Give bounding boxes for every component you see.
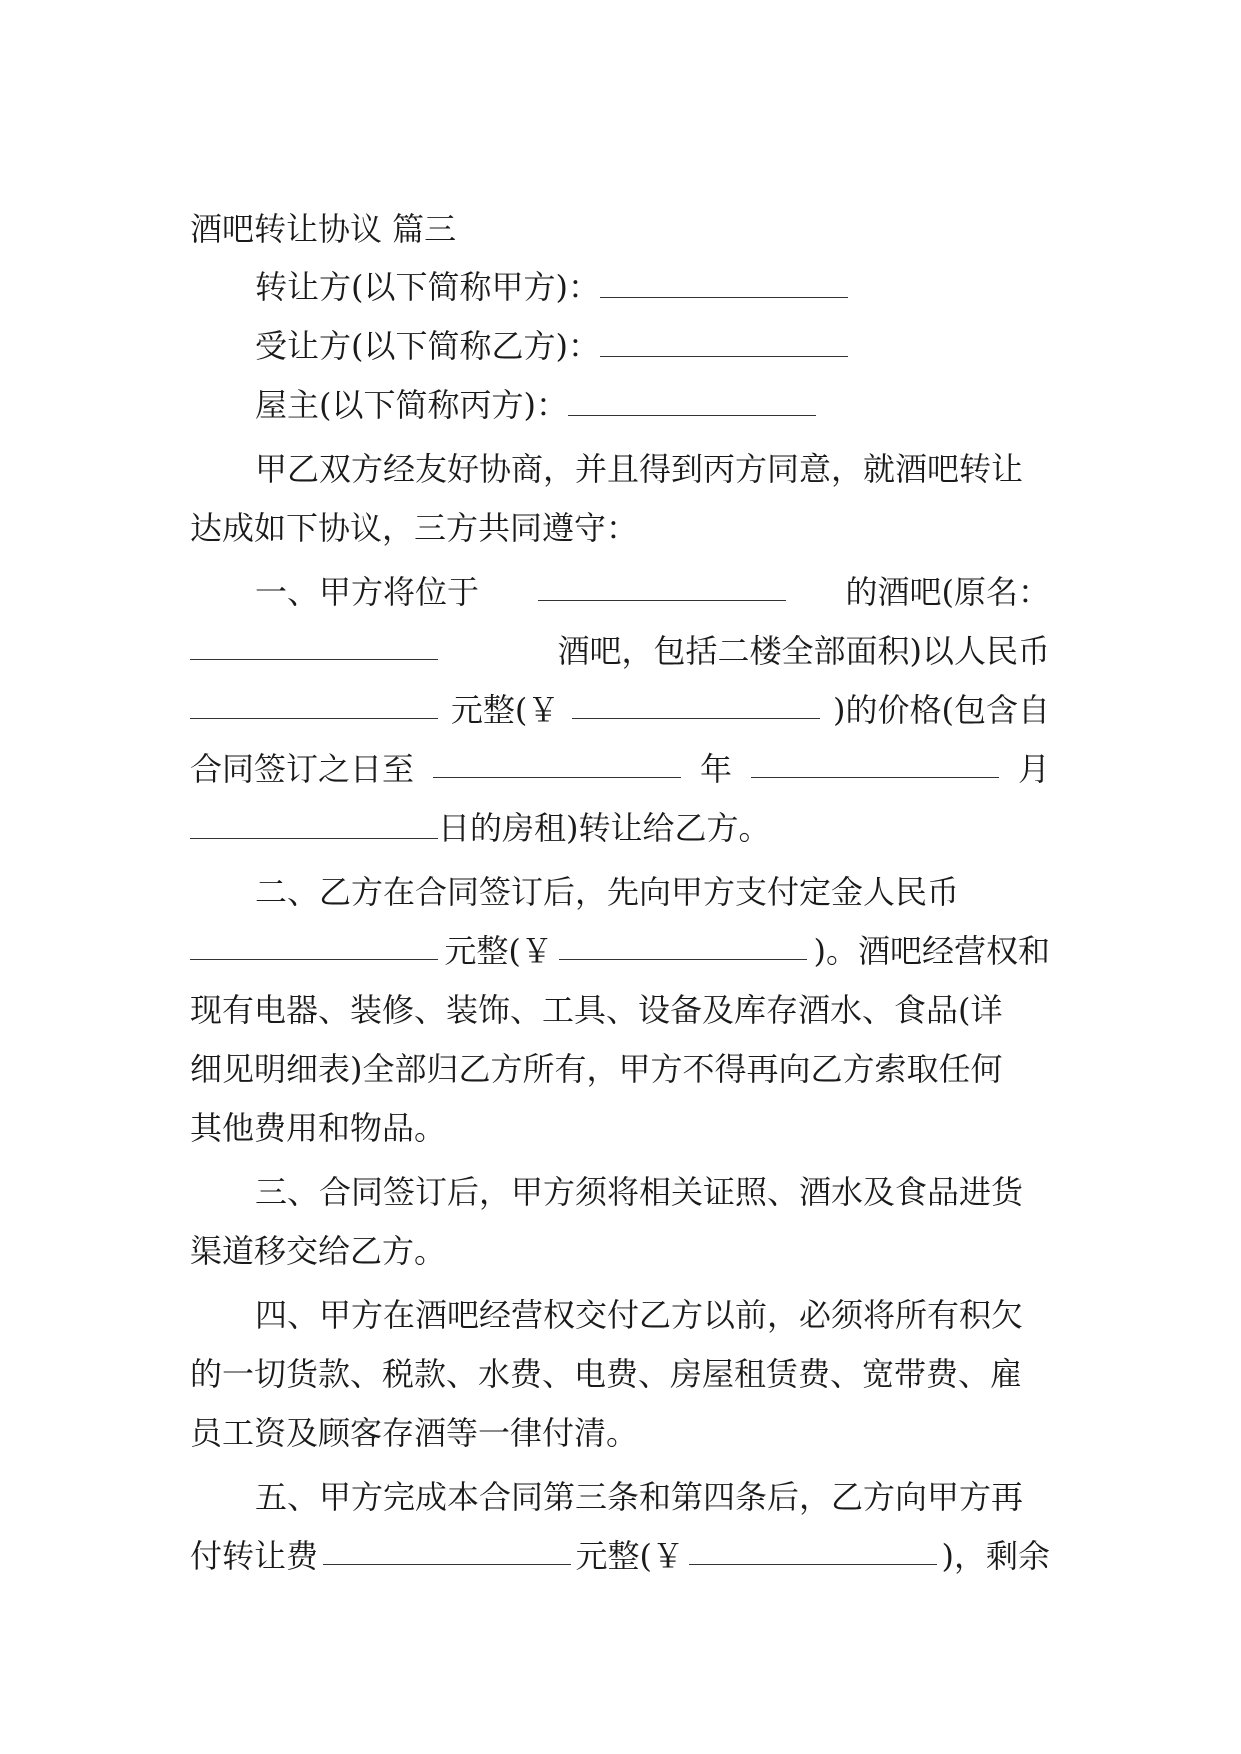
clause1-text: 年	[699, 750, 732, 788]
clause2-line-4: 细见明细表)全部归乙方所有，甲方不得再向乙方索取任何	[190, 1050, 1003, 1088]
clause5-line-2	[190, 1534, 1050, 1578]
clause2-line-5: 其他费用和物品。	[190, 1109, 447, 1147]
original-name-blank[interactable]	[190, 629, 438, 660]
clause2-text: 元整(￥	[444, 932, 553, 970]
party-c-line	[255, 383, 1050, 427]
clause1-line-3	[190, 688, 1050, 732]
clause1-text: )的价格(包含自	[832, 691, 1050, 729]
deposit-amount-blank[interactable]	[190, 929, 438, 960]
clause2-line-3: 现有电器、装修、装饰、工具、设备及库存酒水、食品(详	[190, 991, 1003, 1029]
clause5-line-1: 五、甲方完成本合同第三条和第四条后，乙方向甲方再	[255, 1478, 1024, 1516]
document-title: 酒吧转让协议 篇三	[190, 210, 457, 248]
party-b-blank[interactable]	[600, 326, 848, 357]
party-a-label: 转让方(以下简称甲方)：	[255, 268, 600, 306]
transfer-fee-amount-blank[interactable]	[323, 1534, 571, 1565]
clause1-line-2	[190, 629, 1050, 673]
clause1-text: 元整(￥	[450, 691, 560, 729]
price-amount-blank[interactable]	[190, 688, 438, 719]
party-c-label: 屋主(以下简称丙方)：	[255, 386, 568, 424]
clause4-line-2: 的一切货款、税款、水费、电费、房屋租赁费、宽带费、雇	[190, 1355, 1023, 1393]
price-figure-blank[interactable]	[572, 688, 820, 719]
intro-line-1: 甲乙双方经友好协商，并且得到丙方同意，就酒吧转让	[255, 450, 1024, 488]
location-blank[interactable]	[538, 570, 786, 601]
clause1-text: 酒吧，包括二楼全部面积)以人民币	[557, 632, 1050, 670]
clause1-text: 日的房租)转让给乙方。	[438, 809, 771, 847]
clause1-text: 的酒吧(原名：	[845, 573, 1050, 611]
clause5-text: 元整(￥	[575, 1537, 684, 1575]
deposit-figure-blank[interactable]	[559, 929, 807, 960]
party-a-blank[interactable]	[600, 267, 848, 298]
clause1-text: 一、甲方将位于	[255, 573, 480, 611]
clause1-line-1	[255, 570, 1050, 614]
clause4-line-3: 员工资及顾客存酒等一律付清。	[190, 1414, 639, 1452]
clause3-line-2: 渠道移交给乙方。	[190, 1232, 447, 1270]
clause1-line-5	[190, 806, 1050, 850]
clause5-text: 付转让费	[190, 1537, 319, 1575]
clause1-line-4	[190, 747, 1050, 791]
transfer-fee-figure-blank[interactable]	[689, 1534, 937, 1565]
year-blank[interactable]	[433, 747, 681, 778]
clause1-text: 月	[1017, 750, 1050, 788]
clause2-line-2	[190, 929, 1050, 973]
intro-line-2: 达成如下协议，三方共同遵守：	[190, 509, 639, 547]
month-blank[interactable]	[751, 747, 999, 778]
clause4-line-1: 四、甲方在酒吧经营权交付乙方以前，必须将所有积欠	[255, 1296, 1024, 1334]
clause1-text: 合同签订之日至	[190, 750, 415, 788]
clause2-text: )。酒吧经营权和	[813, 932, 1050, 970]
party-b-line	[255, 324, 1050, 368]
day-blank[interactable]	[190, 808, 438, 839]
party-a-line	[255, 265, 1050, 309]
clause2-line-1: 二、乙方在合同签订后，先向甲方支付定金人民币	[255, 873, 960, 911]
clause3-line-1: 三、合同签订后，甲方须将相关证照、酒水及食品进货	[255, 1173, 1024, 1211]
party-c-blank[interactable]	[568, 385, 816, 416]
party-b-label: 受让方(以下简称乙方)：	[255, 327, 600, 365]
clause5-text: )，剩余	[941, 1537, 1050, 1575]
